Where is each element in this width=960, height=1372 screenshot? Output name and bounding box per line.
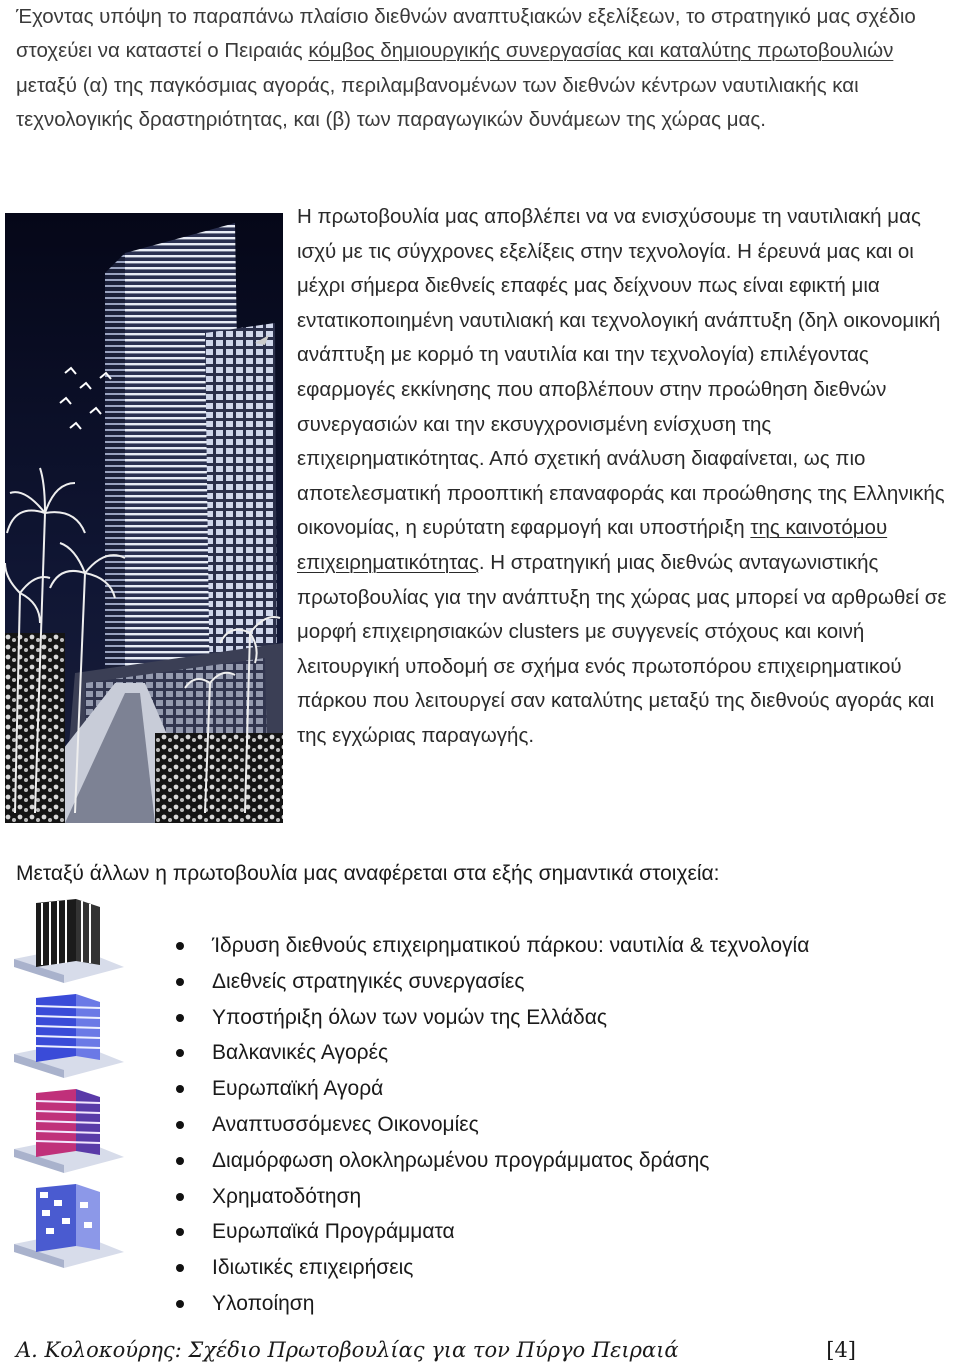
underlined-phrase: κόμβος δημιουργικής συνεργασίας και καταλύτης πρωτοβουλιών [308, 39, 894, 63]
text-run: Έχοντας υπόψη το παραπάνω πλαίσιο διεθνών αναπτυξιακών εξελίξεων, το στρατηγικό μας σχέδιο στοχεύει να καταστεί ο Πειραιάς [16, 5, 916, 63]
underlined-phrase: της καινοτόμου επιχειρηματικότητας [297, 516, 888, 574]
text-run: . Η στρατηγική μιας διεθνώς ανταγωνιστικής πρωτοβουλίας για την ανάπτυξη της χώρας μας μπορεί να αρθρωθεί σε μορφή επιχειρησιακών clusters με συγγενείς στόχους και κοινή λειτουργική υποδομή σε σχήμα ενός πρωτοπόρου επιχειρηματικού πάρκου που λειτουργεί σαν καταλύτης μεταξύ της διεθνούς αγοράς και της εγχώριας παραγωγής. [297, 550, 947, 747]
tower-illustrations [14, 897, 126, 1277]
list-item: Διαμόρφωση ολοκληρωμένου προγράμματος δράσης [170, 1143, 809, 1179]
intro-paragraph [16, 0, 936, 137]
footer-title: Α. Κολοκούρης: Σχέδιο Πρωτοβουλίας για τον Πύργο Πειραιά [16, 1338, 679, 1362]
list-item: Αναπτυσσόμενες Οικονομίες [170, 1107, 809, 1143]
list-item: Ίδρυση διεθνούς επιχειρηματικού πάρκου: ναυτιλία & τεχνολογία [170, 928, 809, 964]
bullet-icon [176, 1193, 184, 1201]
list-item: Ευρωπαϊκή Αγορά [170, 1071, 809, 1107]
list-item: Ιδιωτικές επιχειρήσεις [170, 1250, 809, 1286]
list-item: Διεθνείς στρατηγικές συνεργασίες [170, 964, 809, 1000]
list-item: Βαλκανικές Αγορές [170, 1035, 809, 1071]
tower-illustration-blue [14, 992, 124, 1084]
text-run: μεταξύ (α) της παγκόσμιας αγοράς, περιλαμβανομένων των διεθνών κέντρων ναυτιλιακής και τεχνολογικής δραστηριότητας, και (β) των παραγωγικών δυνάμεων της χώρας μας. [16, 73, 859, 131]
list-item: Υποστήριξη όλων των νομών της Ελλάδας [170, 1000, 809, 1036]
bullet-icon [176, 1049, 184, 1057]
bullet-icon [176, 1085, 184, 1093]
list-item: Χρηματοδότηση [170, 1179, 809, 1215]
tower-illustration-dark [14, 897, 124, 989]
tower-night-render-image [5, 213, 283, 823]
bullet-icon [176, 1014, 184, 1022]
list-item: Υλοποίηση [170, 1286, 809, 1322]
bullet-icon [176, 1157, 184, 1165]
tower-illustration-blue-white [14, 1182, 124, 1274]
bullet-icon [176, 942, 184, 950]
elements-list [170, 928, 809, 1322]
bullet-icon [176, 978, 184, 986]
initiative-paragraph [297, 200, 960, 754]
bullet-icon [176, 1228, 184, 1236]
list-intro: Μεταξύ άλλων η πρωτοβουλία μας αναφέρεται στα εξής σημαντικά στοιχεία: [16, 862, 720, 885]
page-number: [4] [826, 1338, 856, 1362]
list-item: Ευρωπαϊκά Προγράμματα [170, 1214, 809, 1250]
bullet-icon [176, 1121, 184, 1129]
bullet-icon [176, 1300, 184, 1308]
text-run: Η πρωτοβουλία μας αποβλέπει να να ενισχύσουμε τη ναυτιλιακή μας ισχύ με τις σύγχρονες εξελίξεις στην τεχνολογία. Η έρευνά μας και οι μέχρι σήμερα διεθνείς επαφές μας δείχνουν πως είναι εφικτή μια εντατικοποιημένη ναυτιλιακή και τεχνολογική ανάπτυξη (δηλ οικονομική ανάπτυξη με κορμό τη ναυτιλία και την τεχνολογία) επιλέγοντας εφαρμογές εκκίνησης που αποβλέπουν στην προώθηση διεθνών συνεργασιών και την εκσυγχρονισμένη ενίσχυση της επιχειρηματικότητας. Από σχετική ανάλυση διαφαίνεται, ως πιο αποτελεσματική προοπτική επαναφοράς και προώθησης της Ελληνικής οικονομίας, η ευρύτατη εφαρμογή και υποστήριξη [297, 205, 945, 540]
tower-illustration-magenta [14, 1087, 124, 1179]
bullet-icon [176, 1264, 184, 1272]
page-footer [16, 1338, 946, 1362]
